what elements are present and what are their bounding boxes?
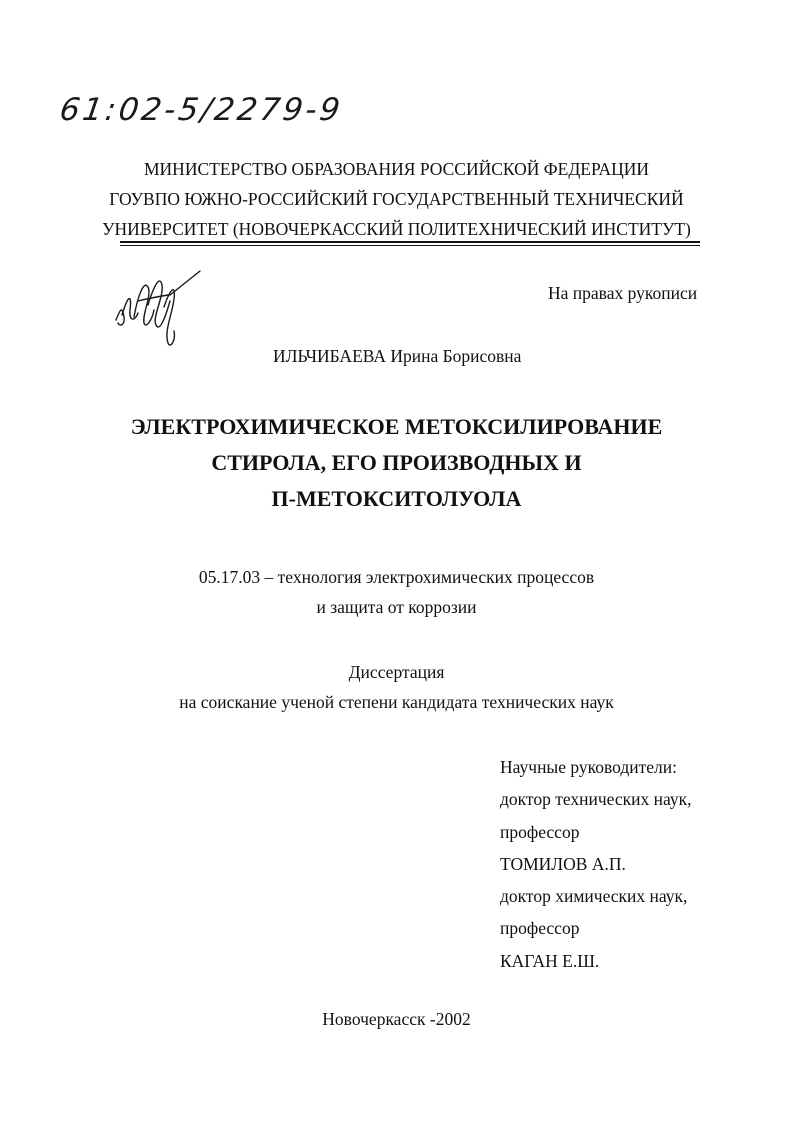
supervisor-2-rank: профессор (500, 918, 580, 939)
handwritten-signature (108, 265, 208, 355)
scientific-supervisors (500, 751, 692, 977)
supervisor-1-rank: профессор (500, 821, 580, 842)
supervisors-heading: Научные руководители: (500, 757, 677, 777)
title-line-3: П-МЕТОКСИТОЛУОЛА (271, 486, 522, 511)
degree-statement (0, 657, 793, 717)
specialty-line-2: и защита от коррозии (316, 597, 477, 617)
ministry-line-1: МИНИСТЕРСТВО ОБРАЗОВАНИЯ РОССИЙСКОЙ ФЕДЕРАЦИИ (143, 159, 649, 179)
city-and-year: Новочеркасск -2002 (322, 1009, 471, 1029)
degree-line: на соискание ученой степени кандидата технических наук (179, 692, 614, 712)
header-divider-thick (120, 241, 700, 243)
dissertation-label: Диссертация (348, 662, 445, 682)
title-line-1: ЭЛЕКТРОХИМИЧЕСКОЕ МЕТОКСИЛИРОВАНИЕ (130, 414, 663, 439)
handwritten-archive-code: 61:02-5/2279-9 (57, 92, 346, 128)
supervisor-2-degree: доктор химических наук, (500, 886, 688, 907)
specialty-line-1: 05.17.03 – технология электрохимических процессов (198, 567, 595, 587)
supervisor-2-name: КАГАН Е.Ш. (500, 950, 600, 971)
manuscript-rights-note: На правах рукописи (548, 283, 698, 303)
ministry-header (0, 154, 793, 244)
dissertation-title (0, 409, 793, 517)
specialty-code (0, 562, 793, 622)
supervisor-1-name: ТОМИЛОВ А.П. (500, 853, 626, 874)
title-line-2: СТИРОЛА, ЕГО ПРОИЗВОДНЫХ И (211, 450, 582, 475)
ministry-line-3: УНИВЕРСИТЕТ (НОВОЧЕРКАССКИЙ ПОЛИТЕХНИЧЕСКИЙ ИНСТИТУТ) (102, 219, 691, 239)
header-divider-thin (120, 245, 700, 246)
supervisor-1-degree: доктор технических наук, (500, 789, 692, 810)
ministry-line-2: ГОУВПО ЮЖНО-РОССИЙСКИЙ ГОСУДАРСТВЕННЫЙ ТЕХНИЧЕСКИЙ (109, 189, 684, 209)
author-name: ИЛЬЧИБАЕВА Ирина Борисовна (273, 346, 522, 366)
